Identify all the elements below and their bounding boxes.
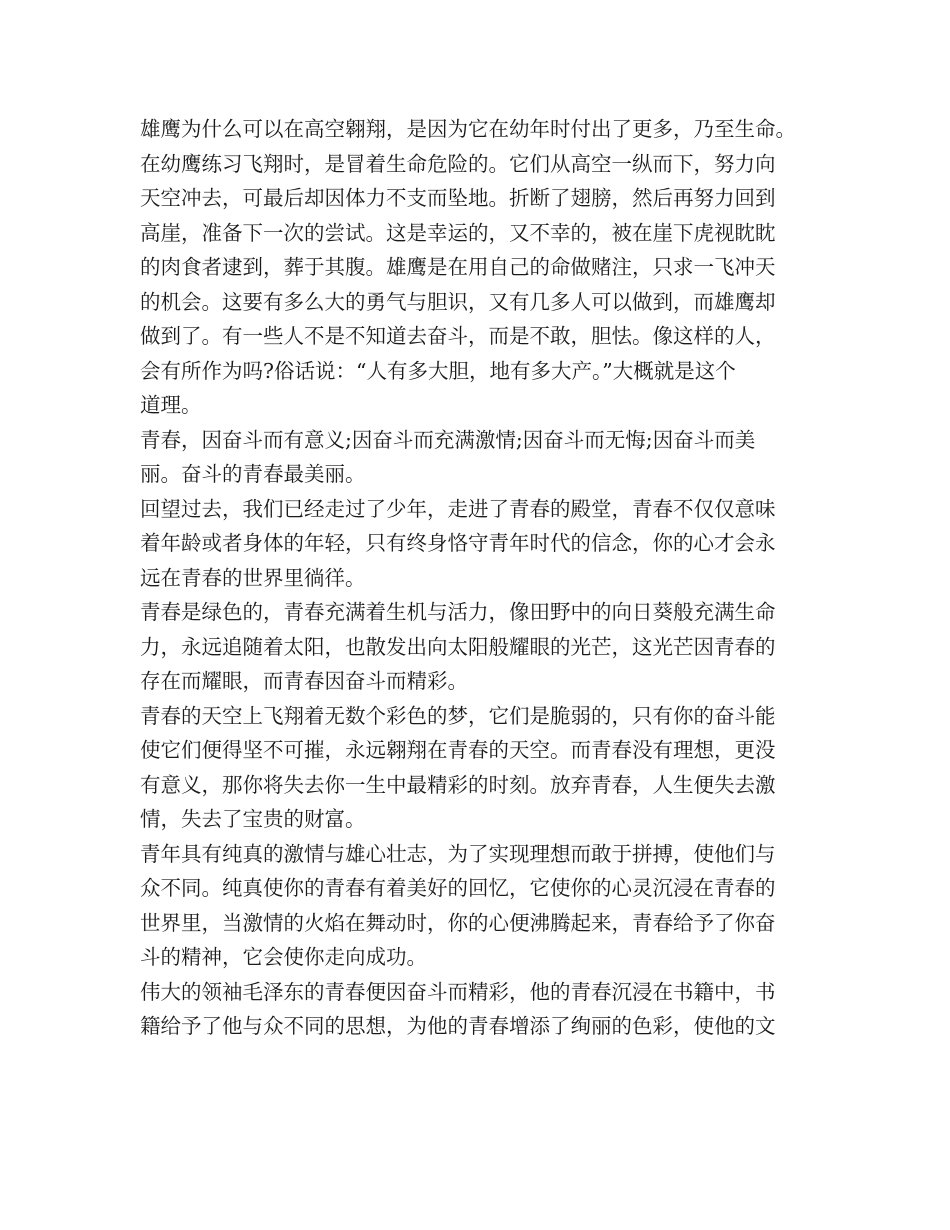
text-line: 回望过去，我们已经走过了少年，走进了青春的殿堂，青春不仅仅意味 <box>140 496 776 521</box>
paragraph-passion <box>140 837 830 975</box>
text-line: 斗的精神，它会使你走向成功。 <box>140 945 427 969</box>
text-line: 的机会。这要有多么大的勇气与胆识，又有几多人可以做到，而雄鹰却 <box>140 289 776 314</box>
text-line: 伟大的领袖毛泽东的青春便因奋斗而精彩，他的青春沉浸在书籍中，书 <box>140 979 776 1004</box>
text-line: 雄鹰为什么可以在高空翱翔，是因为它在幼年时付出了更多，乃至生命。 <box>140 117 796 141</box>
text-line: 天空冲去，可最后却因体力不支而坠地。折断了翅膀，然后再努力回到 <box>140 186 776 210</box>
text-line: 力，永远追随着太阳，也散发出向太阳般耀眼的光芒，这光芒因青春的 <box>140 634 776 659</box>
paragraph-eagle <box>140 112 830 423</box>
paragraph-youth-meaning <box>140 423 830 492</box>
text-line: 着年龄或者身体的年轻，只有终身恪守青年时代的信念，你的心才会永 <box>140 531 776 555</box>
document-page <box>140 112 830 1044</box>
text-line: 青年具有纯真的激情与雄心壮志，为了实现理想而敢于拼搏，使他们与 <box>140 841 776 866</box>
text-line: 使它们便得坚不可摧，永远翱翔在青春的天空。而青春没有理想，更没 <box>140 738 776 762</box>
text-line: 丽。奋斗的青春最美丽。 <box>140 462 366 486</box>
text-line: 青春的天空上飞翔着无数个彩色的梦，它们是脆弱的，只有你的奋斗能 <box>140 703 776 728</box>
text-line: 道理。 <box>140 393 202 417</box>
text-line: 的肉食者逮到，葬于其腹。雄鹰是在用自己的命做赌注，只求一飞冲天 <box>140 255 776 279</box>
paragraph-youth-sky <box>140 699 830 837</box>
paragraph-green-youth <box>140 595 830 699</box>
text-line: 青春是绿色的，青春充满着生机与活力，像田野中的向日葵般充满生命 <box>140 600 776 624</box>
paragraph-look-back <box>140 492 830 596</box>
text-line: 有意义，那你将失去你一生中最精彩的时刻。放弃青春，人生便失去激 <box>140 772 776 797</box>
text-line: 情，失去了宝贵的财富。 <box>140 807 366 831</box>
text-line: 籍给予了他与众不同的思想，为他的青春增添了绚丽的色彩，使他的文 <box>140 1014 776 1038</box>
paragraph-mao <box>140 975 830 1044</box>
text-line: 存在而耀眼，而青春因奋斗而精彩。 <box>140 669 468 693</box>
text-line: 在幼鹰练习飞翔时，是冒着生命危险的。它们从高空一纵而下，努力向 <box>140 151 776 176</box>
text-line: 世界里，当激情的火焰在舞动时，你的心便沸腾起来，青春给予了你奋 <box>140 910 776 935</box>
text-line: 远在青春的世界里徜徉。 <box>140 565 366 590</box>
text-line: 青春，因奋斗而有意义;因奋斗而充满激情;因奋斗而无悔;因奋斗而美 <box>140 427 756 452</box>
text-line: 会有所作为吗?俗话说：“人有多大胆，地有多大产。”大概就是这个 <box>140 358 736 383</box>
text-line: 做到了。有一些人不是不知道去奋斗，而是不敢，胆怯。像这样的人， <box>140 324 776 348</box>
text-line: 高崖，准备下一次的尝试。这是幸运的，又不幸的，被在崖下虎视眈眈 <box>140 220 776 245</box>
text-line: 众不同。纯真使你的青春有着美好的回忆，它使你的心灵沉浸在青春的 <box>140 876 776 900</box>
